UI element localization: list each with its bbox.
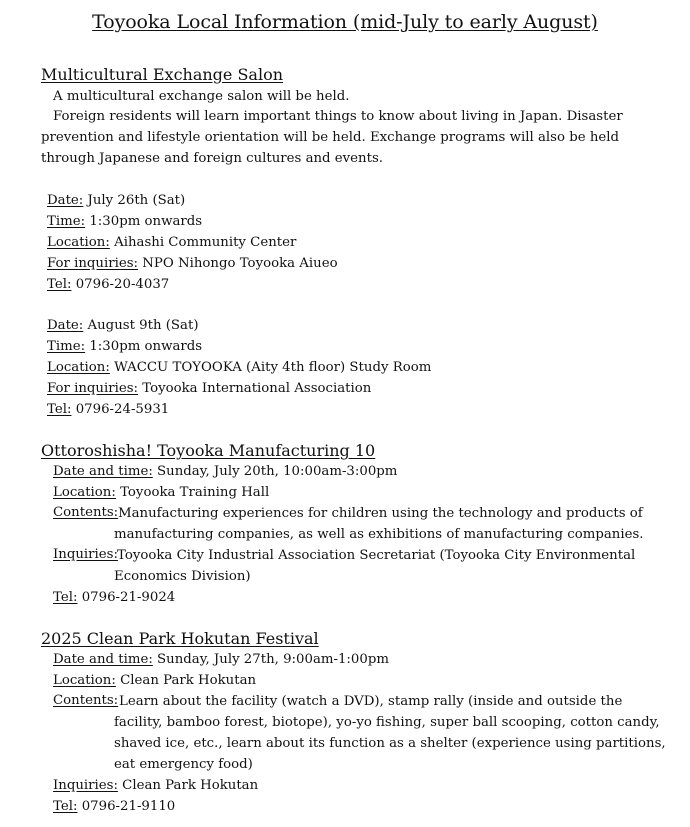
contents-label: Contents: <box>53 505 119 520</box>
time-value: 1:30pm onwards <box>89 214 203 229</box>
datetime-value: Sunday, July 27th, 9:00am-1:00pm <box>157 652 389 667</box>
session1-date-row <box>47 193 185 208</box>
salon-intro-line: A multicultural exchange salon will be held. <box>53 89 350 104</box>
tel-label: Tel: <box>47 277 72 292</box>
inquiries-label: Inquiries: <box>53 778 118 793</box>
tel-value: 0796-20-4037 <box>75 277 170 292</box>
datetime-value: Sunday, July 20th, 10:00am-3:00pm <box>157 464 398 479</box>
location-label: Location: <box>53 673 116 688</box>
page-title: Toyooka Local Information (mid-July to early August) <box>92 11 598 33</box>
location-label: Location: <box>47 360 110 375</box>
inquiries-label: For inquiries: <box>47 256 139 271</box>
inquiries-value: Toyooka International Association <box>142 381 372 396</box>
inquiries-label: Inquiries: <box>53 547 118 562</box>
session1-time-row <box>47 214 202 229</box>
location-label: Location: <box>53 485 116 500</box>
cleanpark-contents-line-1: Learn about the facility (watch a DVD), stamp rally (inside and outside the <box>119 694 623 709</box>
manufacturing-inquiries-line-1: Toyooka City Industrial Association Secretariat (Toyooka City Environmental <box>117 548 636 563</box>
date-value: August 9th (Sat) <box>87 318 199 333</box>
time-value: 1:30pm onwards <box>89 339 203 354</box>
date-value: July 26th (Sat) <box>87 193 186 208</box>
session2-inquiries-row <box>47 381 371 396</box>
inquiries-value: Clean Park Hokutan <box>122 778 259 793</box>
date-label: Date: <box>47 193 84 208</box>
location-value: Aihashi Community Center <box>114 235 297 250</box>
location-label: Location: <box>47 235 110 250</box>
cleanpark-contents-line-2: facility, bamboo forest, biotope), yo-yo fishing, super ball scooping, cotton candy, <box>114 715 660 730</box>
datetime-label: Date and time: <box>53 652 153 667</box>
location-value: Clean Park Hokutan <box>120 673 257 688</box>
cleanpark-tel-row <box>53 799 175 814</box>
session2-location-row <box>47 360 431 375</box>
tel-label: Tel: <box>53 799 78 814</box>
time-label: Time: <box>47 214 86 229</box>
inquiries-label: For inquiries: <box>47 381 139 396</box>
cleanpark-datetime-row <box>53 652 389 667</box>
tel-label: Tel: <box>53 590 78 605</box>
manufacturing-heading: Ottoroshisha! Toyooka Manufacturing 10 <box>41 441 376 460</box>
session2-time-row <box>47 339 202 354</box>
cleanpark-location-row <box>53 673 256 688</box>
manufacturing-contents-label <box>53 502 118 523</box>
time-label: Time: <box>47 339 86 354</box>
cleanpark-contents-line-4: eat emergency food) <box>114 757 253 772</box>
tel-label: Tel: <box>47 402 72 417</box>
manufacturing-tel-row <box>53 590 175 605</box>
salon-heading: Multicultural Exchange Salon <box>41 65 284 84</box>
datetime-label: Date and time: <box>53 464 153 479</box>
cleanpark-inquiries-row <box>53 778 258 793</box>
manufacturing-inquiries-label <box>53 544 118 565</box>
session1-tel-row <box>47 277 169 292</box>
date-label: Date: <box>47 318 84 333</box>
manufacturing-inquiries-line-2: Economics Division) <box>114 569 251 584</box>
session2-tel-row <box>47 402 169 417</box>
tel-value: 0796-21-9024 <box>81 590 176 605</box>
tel-value: 0796-21-9110 <box>81 799 176 814</box>
location-value: Toyooka Training Hall <box>120 485 270 500</box>
session2-date-row <box>47 318 199 333</box>
session1-inquiries-row <box>47 256 338 271</box>
contents-label: Contents: <box>53 693 119 708</box>
salon-description: Foreign residents will learn important things to know about living in Japan. Disaster prevention and lifestyle orientation will be held. Exchange programs will also be held through Japanese and foreign cultures and events. <box>41 109 623 166</box>
manufacturing-contents-line-1: Manufacturing experiences for children using the technology and products of <box>118 506 643 521</box>
manufacturing-location-row <box>53 485 269 500</box>
location-value: WACCU TOYOOKA (Aity 4th floor) Study Room <box>114 360 432 375</box>
tel-value: 0796-24-5931 <box>75 402 170 417</box>
manufacturing-datetime-row <box>53 464 397 479</box>
cleanpark-heading: 2025 Clean Park Hokutan Festival <box>41 629 319 648</box>
session1-location-row <box>47 235 296 250</box>
manufacturing-contents-line-2: manufacturing companies, as well as exhibitions of manufacturing companies. <box>114 527 644 542</box>
inquiries-value: NPO Nihongo Toyooka Aiueo <box>142 256 338 271</box>
cleanpark-contents-label <box>53 690 118 711</box>
cleanpark-contents-line-3: shaved ice, etc., learn about its function as a shelter (experience using partitions, <box>114 736 666 751</box>
